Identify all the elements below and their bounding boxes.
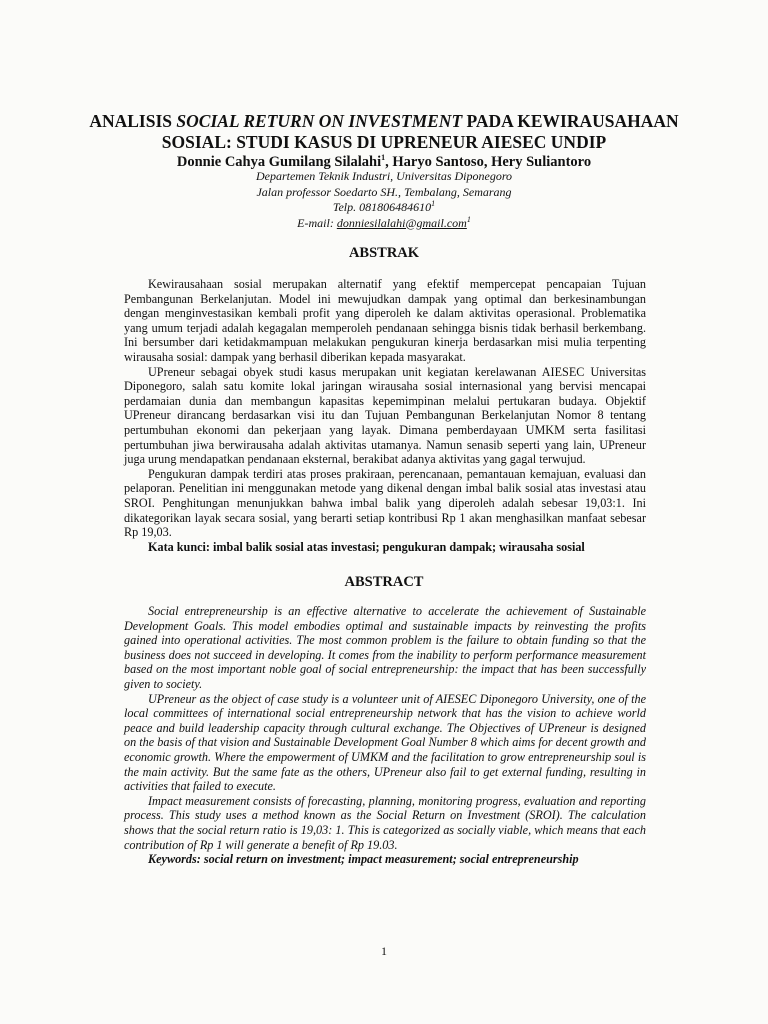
abstract-paragraph-1: Social entrepreneurship is an effective alternative to accelerate the achievement of Sustainable Development Goals. This model embodies optimal and sustainable impacts by reinvesting the profits gained into operational activities. The most common problem is the failure to obtain funding so that the business does not succeed in developing. It comes from the inability to perform performance measurement based on the most important noble goal of social entrepreneurship: the impact that has been successfully given to society. [124, 604, 646, 691]
telephone-superscript: 1 [431, 199, 436, 208]
title-part1: ANALISIS [89, 111, 177, 131]
abstract-paragraph-3: Impact measurement consists of forecasting, planning, monitoring progress, evaluation and reporting process. This study uses a method known as the Social Return on Investment (SROI). The calculation shows that the social return ratio is 19,03: 1. This is categorized as socially viable, which means that each contribution of Rp 1 will generate a benefit of Rp 19.03. [124, 793, 646, 852]
telephone [60, 200, 708, 216]
email-prefix: E-mail: [297, 215, 337, 230]
telephone-text: Telp. 081806484610 [332, 200, 432, 214]
other-authors: , Haryo Santoso, Hery Suliantoro [385, 154, 592, 170]
abstract-body [124, 604, 646, 867]
title-part3: PADA KEWIRAUSAHAAN [462, 111, 679, 131]
abstrak-paragraph-3: Pengukuran dampak terdiri atas proses prakiraan, perencanaan, pemantauan kemajuan, evaluasi dan pelaporan. Penelitian ini menggunakan metode yang dikenal dengan imbal balik sosial atas investasi atau SROI. Penghitungan menunjukkan bahwa imbal balik yang diperoleh adalah sebesar 19,03:1. Ini dikategorikan layak secara sosial, yang berarti setiap kontribusi Rp 1 akan menghasilkan manfaat sebesar Rp 19,03. [124, 466, 646, 540]
abstrak-paragraph-1: Kewirausahaan sosial merupakan alternatif yang efektif mempercepat pencapaian Tujuan Pembangunan Berkelanjutan. Model ini mewujudkan dampak yang optimal dan berkesinambungan dengan menginvestasikan kembali profit yang diperoleh ke dalam aktivitas operasional. Problematika yang umum terjadi adalah kegagalan memperoleh pendanaan sehingga bisnis tidak berhasil berkembang. Ini bersumber dari ketidakmampuan melakukan pengukuran kinerja berdasarkan misi mulia terpenting wirausaha sosial: dampak yang berhasil diberikan kepada masyarakat. [124, 277, 646, 364]
abstrak-paragraph-2: UPreneur sebagai obyek studi kasus merupakan unit kegiatan kerelawanan AIESEC Universitas Diponegoro, salah satu komite lokal jaringan wirausaha sosial internasional yang bervisi mencapai perdamaian dunia dan membangun kapasitas kepemimpinan melalui pertukaran budaya. Objektif UPreneur dirancang berdasarkan visi itu dan Tujuan Pembangunan Berkelanjutan Nomor 8 tentang pertumbuhan ekonomi dan pekerjaan yang layak. Dimana pemberdayaan UMKM serta fasilitasi pertumbuhan jiwa berwirausaha adalah aktivitas utamanya. Namun senasib seperti yang lain, UPreneur juga urung mendapatkan pendanaan eksternal, berakibat adanya aktivitas yang gagal terwujud. [124, 364, 646, 467]
paper-title [60, 111, 708, 153]
page-number: 1 [381, 944, 387, 958]
email-line [60, 216, 708, 232]
affiliation-block [60, 169, 708, 231]
department: Departemen Teknik Industri, Universitas Diponegoro [255, 169, 513, 183]
abstrak-keywords: Kata kunci: imbal balik sosial atas investasi; pengukuran dampak; wirausaha sosial [148, 539, 585, 554]
abstrak-heading: ABSTRAK [348, 245, 420, 261]
abstract-keywords: Keywords: social return on investment; impact measurement; social entrepreneurship [148, 852, 579, 867]
email-link[interactable]: donniesilalahi@gmail.com [336, 215, 467, 230]
author-1: Donnie Cahya Gumilang Silalahi [176, 154, 382, 170]
abstract-heading: ABSTRACT [344, 574, 424, 590]
author-1-superscript: 1 [381, 153, 386, 163]
title-line2: SOSIAL: STUDI KASUS DI UPRENEUR AIESEC UNDIP [161, 132, 607, 152]
abstract-paragraph-2: UPreneur as the object of case study is a volunteer unit of AIESEC Diponegoro University, one of the local committees of international social entrepreneurship network that has the vision to achieve world peace and build leadership capacity through cultural exchange. The Objectives of UPreneur is designed on the basis of that vision and Sustainable Development Goal Number 8 which aims for decent growth and economic growth. Where the empowerment of UMKM and the facilitation to grow entrepreneurship soul is the main activity. But the same fate as the others, UPreneur also fail to get external funding, resulting in activities that failed to execute. [124, 691, 646, 794]
title-part2-italic: SOCIAL RETURN ON INVESTMENT [176, 111, 463, 131]
address: Jalan professor Soedarto SH., Tembalang, Semarang [256, 184, 512, 199]
email-superscript: 1 [466, 214, 471, 224]
abstrak-body [124, 277, 646, 554]
